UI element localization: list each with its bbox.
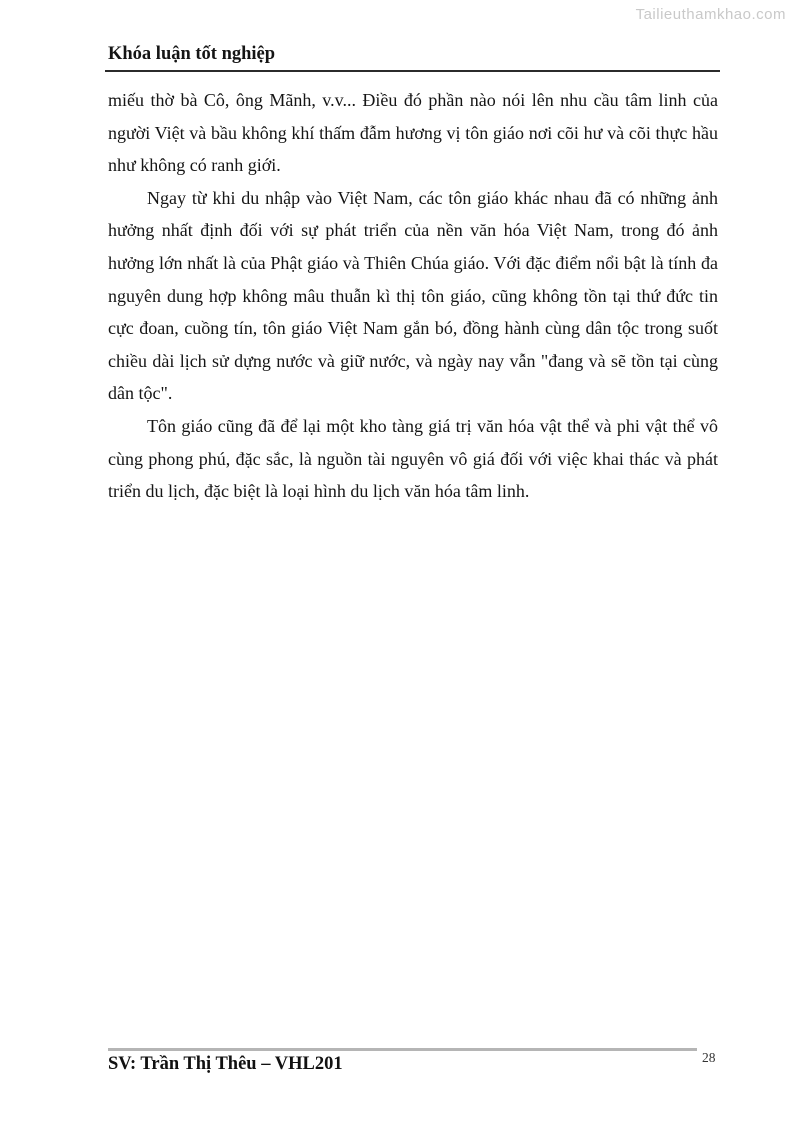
body-paragraph-1: miếu thờ bà Cô, ông Mãnh, v.v... Điều đó phần nào nói lên nhu cầu tâm linh của người Việt và bầu không khí thấm đẫm hương vị tôn giáo nơi cõi hư và cõi thực hầu như không có ranh giới. [108, 90, 718, 176]
watermark-text: Tailieuthamkhao.com [635, 6, 786, 23]
footer-author: SV: Trần Thị Thêu – VHL201 [108, 1054, 343, 1074]
header-title: Khóa luận tốt nghiệp [108, 44, 276, 64]
page-number: 28 [702, 1050, 716, 1065]
document-body [108, 84, 718, 508]
page-header [105, 44, 720, 72]
footer-divider [108, 1048, 697, 1051]
body-paragraph-2: Ngay từ khi du nhập vào Việt Nam, các tôn giáo khác nhau đã có những ảnh hưởng nhất định đối với sự phát triển của nền văn hóa Việt Nam, trong đó ảnh hưởng lớn nhất là của Phật giáo và Thiên Chúa giáo. Với đặc điểm nổi bật là tính đa nguyên dung hợp không mâu thuẫn kì thị tôn giáo, cũng không tồn tại thứ đức tin cực đoan, cuồng tín, tôn giáo Việt Nam gắn bó, đồng hành cùng dân tộc trong suốt chiều dài lịch sử dựng nước và giữ nước, và ngày nay vẫn "đang và sẽ tồn tại cùng dân tộc". [108, 187, 718, 404]
body-paragraph-3: Tôn giáo cũng đã để lại một kho tàng giá trị văn hóa vật thể và phi vật thể vô cùng phong phú, đặc sắc, là nguồn tài nguyên vô giá đối với việc khai thác và phát triển du lịch, đặc biệt là loại hình du lịch văn hóa tâm linh. [108, 415, 718, 502]
